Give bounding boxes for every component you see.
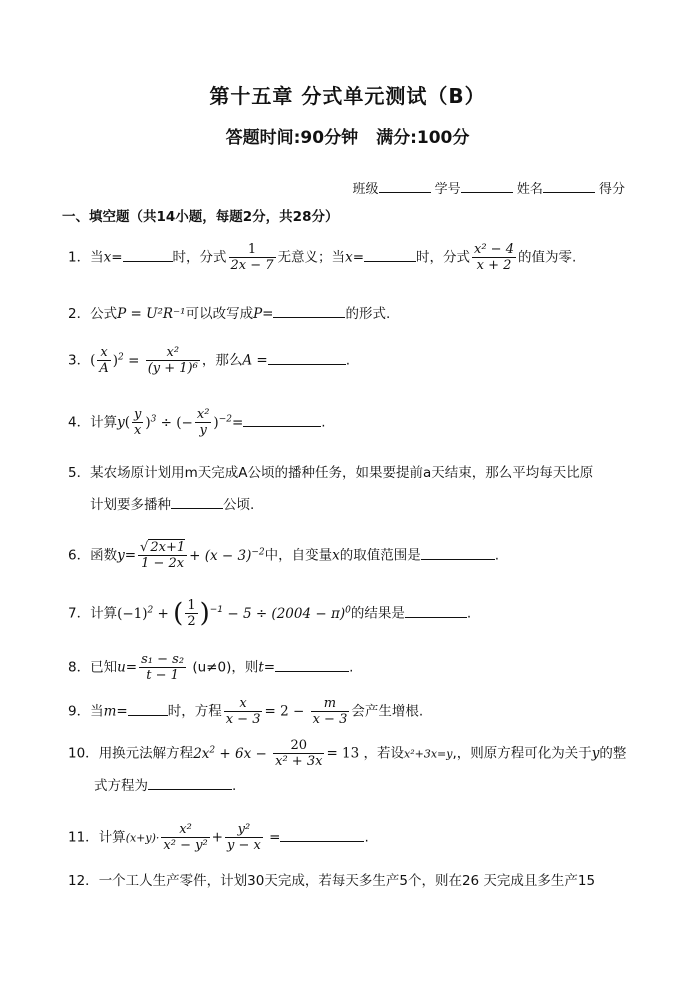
class-label: 班级 [352, 182, 379, 197]
number-label: 学号 [434, 182, 461, 197]
answer-blank[interactable] [128, 703, 168, 716]
name-blank[interactable] [543, 180, 595, 193]
question-4: 4．计算y( $\frac{y}{x}$ )$^3$ ÷ (− $\frac{\text{x²}}{y}$ )$^{-2}$= . [68, 407, 326, 438]
question-1: 1．当x= 时，分式 $\frac{1}{2x - 7}$ 无意义；当x= 时，分式 $\frac{\text{x² − 4}}{x + 2}$ 的值为零. [68, 242, 577, 273]
full-score: 满分:100分 [376, 128, 470, 148]
class-blank[interactable] [379, 180, 431, 193]
number-blank[interactable] [461, 180, 513, 193]
score-label: 得分 [598, 182, 625, 197]
answer-blank[interactable] [275, 659, 349, 672]
answer-blank[interactable] [171, 496, 223, 509]
time-limit: 答题时间:90分钟 [225, 128, 359, 148]
name-label: 姓名 [516, 182, 543, 197]
answer-blank[interactable] [364, 249, 416, 262]
question-8: 8．已知u= $\frac{\text{s₁ − s₂}}{t - 1}$ (u≠0)，则t= . [68, 652, 354, 683]
answer-blank[interactable] [148, 777, 232, 790]
question-2: 2．公式P = U²R⁻¹可以改写成P= 的形式. [68, 306, 391, 322]
answer-blank[interactable] [405, 605, 467, 618]
answer-blank[interactable] [280, 829, 364, 842]
answer-blank[interactable] [243, 414, 321, 427]
question-5-line-2: 计划要多播种 公顷. [90, 497, 255, 513]
question-5: 5．某农场原计划用m天完成A公顷的播种任务，如果要提前a天结束，那么平均每天比原 [68, 465, 594, 481]
answer-blank[interactable] [268, 352, 346, 365]
section-heading: 一、填空题（共14小题，每题2分，共28分） [62, 209, 339, 225]
answer-blank[interactable] [123, 249, 173, 262]
question-10: 10．用换元法解方程$2x^2 + 6x$ − $\frac{20}{\text{x² + 3x}}$ = 13 ，若设x²+3x=y,，则原方程可化为关于y的整 [68, 738, 627, 769]
answer-blank[interactable] [421, 547, 495, 560]
question-12: 12．一个工人生产零件，计划30天完成，若每天多生产5个，则在26 天完成且多生产15 [68, 873, 596, 889]
question-6: 6．函数y= $\frac{√ 2x+1}{1 - 2x}$ + $(x - 3)^{-2}$中，自变量x的取值范围是 . [68, 540, 500, 571]
page-title: 第十五章 分式单元测试（B） [209, 84, 486, 108]
question-7: 7．计算$(-1)^2$ + ( $\frac{1}{2}$ )$^{-1} - 5 \div (2004 - \pi)^0$的结果是 . [68, 598, 472, 629]
question-11: 11．计算(x+y)· $\frac{\text{x²}}{\text{x² − y²}}$ + $\frac{\text{y²}}{y - x}$ = . [68, 822, 369, 853]
student-info-line [353, 178, 625, 197]
answer-blank[interactable] [273, 305, 345, 318]
question-10-line-2: 式方程为 . [94, 778, 237, 794]
page-subtitle [0, 123, 695, 148]
question-9: 9．当m= 时，方程 $\frac{x}{x - 3}$ = 2 − $\frac{m}{x - 3}$ 会产生增根. [68, 696, 424, 727]
question-3: 3．( $\frac{x}{A}$ )$^2$ = $\frac{\text{x²}}{\text{(y + 1)⁶}}$ ，那么A = . [68, 345, 350, 376]
